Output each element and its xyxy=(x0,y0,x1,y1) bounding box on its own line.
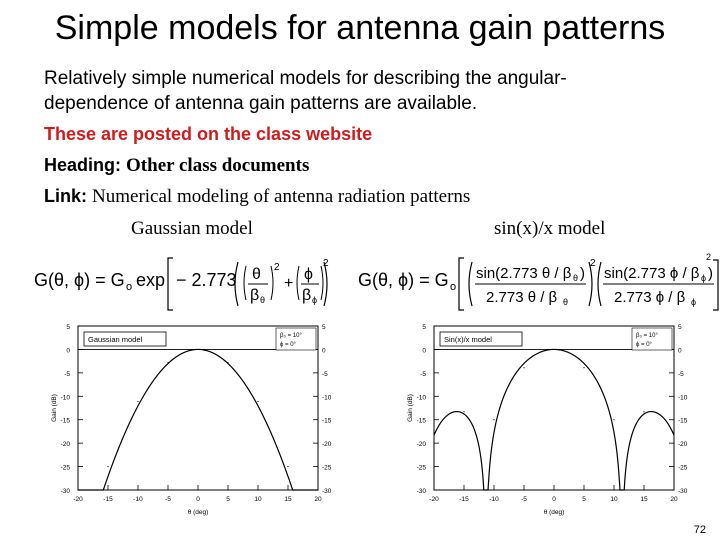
svg-text:ϕ: ϕ xyxy=(312,295,318,305)
y-tick-label-right: -15 xyxy=(678,417,688,425)
y-tick-label-right: 5 xyxy=(678,324,682,331)
svg-text:θ: θ xyxy=(563,297,569,307)
sinc-model-title: sin(x)/x model xyxy=(494,218,606,239)
svg-text:ϕ: ϕ xyxy=(691,297,697,307)
y-tick-label-right: -20 xyxy=(678,441,688,449)
legend-label: Gaussian model xyxy=(88,335,143,344)
svg-text:2: 2 xyxy=(274,262,280,273)
link-value[interactable]: Numerical modeling of antenna radiation patterns xyxy=(92,186,471,207)
x-tick-label: -5 xyxy=(521,496,527,503)
y-tick-label: -10 xyxy=(60,394,70,402)
x-tick-label: -15 xyxy=(459,496,469,503)
x-tick-label: 0 xyxy=(196,496,200,503)
svg-text:+: + xyxy=(284,275,294,292)
params-box xyxy=(276,328,316,350)
svg-text:2.773 θ / β: 2.773 θ / β xyxy=(486,289,558,306)
data-point xyxy=(583,367,584,368)
data-point xyxy=(227,362,228,363)
x-tick-label: 20 xyxy=(670,496,678,503)
svg-text:G(θ, ϕ) = G: G(θ, ϕ) = G xyxy=(34,270,125,290)
data-point xyxy=(257,401,258,402)
svg-text:θ: θ xyxy=(260,295,266,305)
svg-text:ϕ: ϕ xyxy=(304,266,313,283)
svg-text:ϕ: ϕ xyxy=(701,273,707,283)
data-point xyxy=(433,432,434,433)
class-website-notice: These are posted on the class website xyxy=(44,124,373,144)
data-point xyxy=(463,411,464,412)
x-tick-label: 0 xyxy=(552,496,556,503)
x-axis-label: θ (deg) xyxy=(187,509,209,516)
y-tick-label-right: -25 xyxy=(322,464,332,472)
y-tick-label-right: -10 xyxy=(322,394,332,402)
x-tick-label: -5 xyxy=(165,496,171,503)
y-tick-label: -15 xyxy=(60,417,70,425)
svg-text:G(θ, ϕ) = G: G(θ, ϕ) = G xyxy=(358,270,449,290)
y-tick-label-right: -20 xyxy=(322,441,332,449)
intro-text: Relatively simple numerical models for describing the angular-dependence of antenna gain patterns are available. xyxy=(44,68,567,114)
data-point xyxy=(621,489,622,490)
heading-label: Heading: xyxy=(44,155,122,175)
x-tick-label: -20 xyxy=(429,496,439,503)
y-tick-label: -25 xyxy=(416,464,426,472)
gaussian-model-title: Gaussian model xyxy=(131,218,253,239)
x-tick-label: 15 xyxy=(284,496,292,503)
svg-text:β: β xyxy=(250,287,260,304)
data-point xyxy=(167,362,168,363)
x-tick-label: -10 xyxy=(489,496,499,503)
y-axis-label: Gain (dB) xyxy=(51,394,58,422)
sinc-formula xyxy=(358,252,720,314)
y-tick-label: -5 xyxy=(420,370,426,378)
svg-text:θ: θ xyxy=(252,266,261,283)
data-point xyxy=(137,401,138,402)
link-row xyxy=(44,186,470,208)
data-point xyxy=(197,349,198,350)
y-tick-label-right: -30 xyxy=(322,488,332,495)
x-tick-label: 15 xyxy=(640,496,648,503)
y-tick-label: -15 xyxy=(416,417,426,425)
param-label: ϕ = 0° xyxy=(280,342,296,348)
data-point xyxy=(486,489,487,490)
svg-text:β: β xyxy=(302,287,312,304)
data-point xyxy=(317,489,318,490)
svg-text:exp: exp xyxy=(136,270,166,290)
data-point xyxy=(673,432,674,433)
y-tick-label: -5 xyxy=(64,370,70,378)
heading-row xyxy=(44,155,309,177)
svg-text:2: 2 xyxy=(706,252,712,262)
y-tick-label: -20 xyxy=(60,441,70,449)
y-tick-label: 5 xyxy=(422,324,426,331)
svg-text:2: 2 xyxy=(590,258,596,269)
data-point xyxy=(523,367,524,368)
gaussian-formula xyxy=(34,252,330,314)
data-point xyxy=(553,349,554,350)
heading-value: Other class documents xyxy=(126,155,310,176)
x-tick-label: 20 xyxy=(314,496,322,503)
y-tick-label-right: -30 xyxy=(678,488,688,495)
y-tick-label: 0 xyxy=(66,347,70,355)
sinc-pattern-chart xyxy=(396,318,714,530)
param-label: ϕ = 0° xyxy=(636,342,652,348)
legend-box xyxy=(84,332,166,346)
svg-text:2: 2 xyxy=(323,258,329,269)
x-tick-label: -10 xyxy=(133,496,143,503)
param-label: β₀ = 10° xyxy=(280,333,302,339)
legend-label: Sin(x)/x model xyxy=(444,335,492,344)
data-point xyxy=(493,419,494,420)
gaussian-pattern-chart xyxy=(40,318,358,530)
y-tick-label: -25 xyxy=(60,464,70,472)
y-tick-label-right: -5 xyxy=(678,370,684,378)
data-point xyxy=(613,419,614,420)
y-tick-label-right: -25 xyxy=(678,464,688,472)
param-label: β₀ = 10° xyxy=(636,333,658,339)
y-tick-label: 0 xyxy=(422,347,426,355)
svg-text:θ: θ xyxy=(573,273,579,283)
plot-frame xyxy=(78,326,318,490)
x-tick-label: -15 xyxy=(103,496,113,503)
x-axis-label: θ (deg) xyxy=(543,509,565,516)
x-tick-label: -20 xyxy=(73,496,83,503)
data-point xyxy=(287,466,288,467)
slide-title: Simple models for antenna gain patterns xyxy=(54,9,666,47)
plot-frame xyxy=(434,326,674,490)
svg-text:− 2.773: − 2.773 xyxy=(176,270,237,290)
data-point xyxy=(107,466,108,467)
y-tick-label: -30 xyxy=(416,488,426,495)
y-tick-label-right: 0 xyxy=(678,347,682,355)
y-tick-label-right: -5 xyxy=(322,370,328,378)
legend-box xyxy=(440,332,522,346)
params-box xyxy=(632,328,672,350)
svg-text:2.773 ϕ / β: 2.773 ϕ / β xyxy=(614,289,686,306)
link-label: Link: xyxy=(44,186,87,206)
y-tick-label: -30 xyxy=(60,488,70,495)
y-tick-label-right: -15 xyxy=(322,417,332,425)
x-tick-label: 5 xyxy=(582,496,586,503)
x-tick-label: 10 xyxy=(610,496,618,503)
data-point xyxy=(643,411,644,412)
svg-text:o: o xyxy=(450,281,457,293)
x-tick-label: 5 xyxy=(226,496,230,503)
x-tick-label: 10 xyxy=(254,496,262,503)
svg-text:sin(2.773 θ / β: sin(2.773 θ / β xyxy=(476,265,572,282)
y-axis-label: Gain (dB) xyxy=(407,394,414,422)
svg-text:): ) xyxy=(580,265,585,282)
svg-text:sin(2.773 ϕ / β: sin(2.773 ϕ / β xyxy=(604,265,700,282)
y-tick-label: 5 xyxy=(66,324,70,331)
y-tick-label: -20 xyxy=(416,441,426,449)
y-tick-label-right: -10 xyxy=(678,394,688,402)
svg-text:o: o xyxy=(126,281,133,293)
y-tick-label-right: 5 xyxy=(322,324,326,331)
data-point xyxy=(77,489,78,490)
y-tick-label-right: 0 xyxy=(322,347,326,355)
page-number: 72 xyxy=(693,524,706,536)
y-tick-label: -10 xyxy=(416,394,426,402)
svg-text:): ) xyxy=(708,265,713,282)
